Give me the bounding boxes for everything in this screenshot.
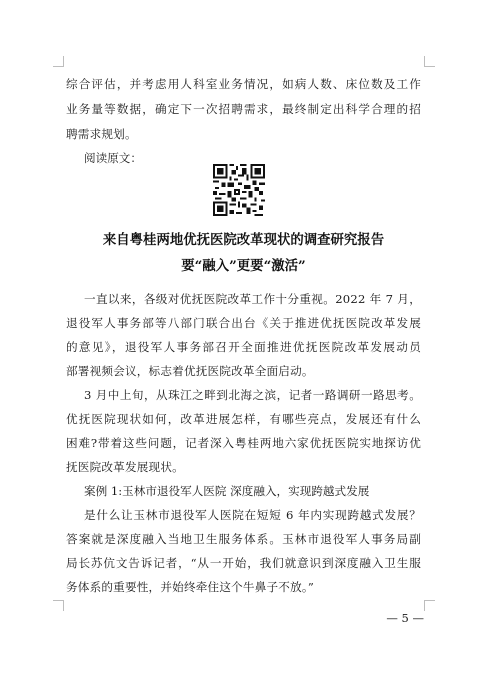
paragraph-line: 3 月中上旬，从珠江之畔到北海之滨，记者一路调研一路思考。: [84, 388, 421, 402]
paragraph-line: 业务量等数据，确定下一次招聘需求，最终制定出科学合理的招: [66, 102, 421, 116]
article-title: 来自粤桂两地优抚医院改革现状的调查研究报告: [102, 232, 385, 248]
page-number: — 5 —: [386, 611, 424, 625]
paragraph-line: 是什么让玉林市退役军人医院在短短 6 年内实现跨越式发展？: [84, 508, 421, 522]
article-subtitle: 要“融入”更要“激活”: [181, 258, 306, 274]
crop-mark-top-right: [424, 56, 435, 67]
paragraph-line: 聘需求规划。: [66, 127, 137, 141]
paragraph-line: 退役军人事务部等八部门联合出台《关于推进优抚医院改革发展: [66, 316, 421, 330]
case-heading: 案例 1:玉林市退役军人医院 深度融入，实现跨越式发展: [84, 484, 370, 498]
qr-code-icon[interactable]: [213, 164, 265, 216]
paragraph-line: 部署视频会议，标志着优抚医院改革全面启动。: [66, 364, 314, 378]
paragraph-line: 一直以来，各级对优抚医院改革工作十分重视。2022 年 7 月，: [84, 292, 421, 306]
crop-mark-top-left: [53, 56, 64, 67]
paragraph-line: 抚医院改革发展现状。: [66, 460, 184, 474]
paragraph-line: 答案就是深度融入当地卫生服务体系。玉林市退役军人事务局副: [66, 532, 421, 546]
crop-mark-bottom-left: [53, 600, 64, 611]
read-original-label: 阅读原文：: [84, 151, 142, 165]
paragraph-line: 困难?带着这些问题，记者深入粤桂两地六家优抚医院实地探访优: [66, 436, 421, 450]
paragraph-line: 综合评估，并考虑用人科室业务情况，如病人数、床位数及工作: [66, 77, 421, 91]
paragraph-line: 优抚医院现状如何，改革进展怎样，有哪些亮点，发展还有什么: [66, 412, 421, 426]
paragraph-line: 务体系的重要性，并始终牵住这个牛鼻子不放。”: [66, 580, 314, 594]
paragraph-line: 局长苏伉文告诉记者，“从一开始，我们就意识到深度融入卫生服: [66, 556, 421, 570]
crop-mark-bottom-right: [424, 600, 435, 611]
paragraph-line: 的意见》，退役军人事务部召开全面推进优抚医院改革发展动员: [66, 340, 421, 354]
